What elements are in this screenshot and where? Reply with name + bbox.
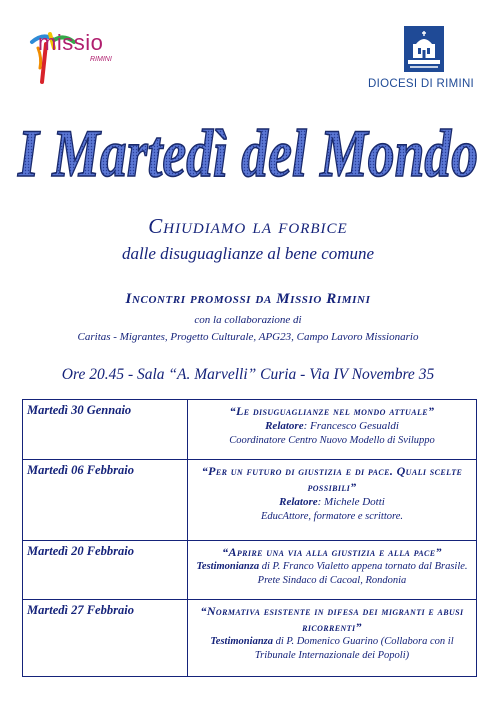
talk-title: “Normativa esistente in difesa dei migranti e abusi ricorrenti” <box>200 604 464 634</box>
table-row <box>23 600 477 677</box>
venue-line: Ore 20.45 - Sala “A. Marvelli” Curia - Via IV Novembre 35 <box>61 366 435 383</box>
speaker-role: Relatore <box>265 420 304 432</box>
speaker-desc: Coordinatore Centro Nuovo Modello di Sviluppo <box>229 435 435 446</box>
speaker-name: di P. Franco Vialetto appena tornato dal Brasile. Prete Sindaco di Cacoal, Rondonia <box>257 561 468 586</box>
organizer-line: Incontri promossi da Missio Rimini <box>125 291 371 307</box>
speaker-desc: EducAttore, formatore e scrittore. <box>260 511 404 522</box>
event-info <box>188 541 477 600</box>
event-date: Martedì 27 Febbraio <box>23 600 188 677</box>
speaker-line <box>192 495 472 510</box>
event-date: Martedì 06 Febbraio <box>23 460 188 541</box>
missio-sub: RIMINI <box>90 56 112 63</box>
event-title-art <box>0 100 496 200</box>
speaker-line <box>192 635 472 663</box>
schedule-table <box>22 399 477 677</box>
table-row <box>23 541 477 600</box>
headline: Chiudiamo la forbice <box>148 214 348 238</box>
diocesi-name: DIOCESI DI RIMINI <box>368 78 475 90</box>
event-info <box>188 460 477 541</box>
speaker-line <box>192 560 472 588</box>
partners-list: Caritas - Migrantes, Progetto Culturale, APG23, Campo Lavoro Missionario <box>77 331 419 343</box>
speaker-line <box>192 419 472 434</box>
speaker-role: Relatore <box>279 496 318 508</box>
event-date: Martedì 20 Febbraio <box>23 541 188 600</box>
talk-title: “Le disuguaglianze nel mondo attuale” <box>229 404 435 418</box>
missio-name: missio <box>38 30 104 55</box>
event-info <box>188 400 477 460</box>
table-row <box>23 460 477 541</box>
event-info <box>188 600 477 677</box>
church-icon <box>404 26 444 72</box>
event-date: Martedì 30 Gennaio <box>23 400 188 460</box>
speaker-name: : Michele Dotti <box>317 496 385 508</box>
speaker-role: Testimonianza <box>210 636 273 647</box>
collab-intro: con la collaborazione di <box>194 314 302 326</box>
talk-title: “Per un futuro di giustizia e di pace. Quali scelte possibili” <box>201 464 463 494</box>
speaker-name: : Francesco Gesualdi <box>303 420 399 432</box>
speaker-name: di P. Domenico Guarino (Collabora con il Tribunale Internazionale dei Popoli) <box>254 636 454 661</box>
subheadline: dalle disuguaglianze al bene comune <box>121 244 375 263</box>
event-title <box>0 100 496 200</box>
event-title-text: I Martedì del Mondo <box>17 115 479 191</box>
table-row <box>23 400 477 460</box>
talk-title: “Aprire una via alla giustizia e alla pace” <box>222 545 442 559</box>
speaker-role: Testimonianza <box>196 561 260 572</box>
